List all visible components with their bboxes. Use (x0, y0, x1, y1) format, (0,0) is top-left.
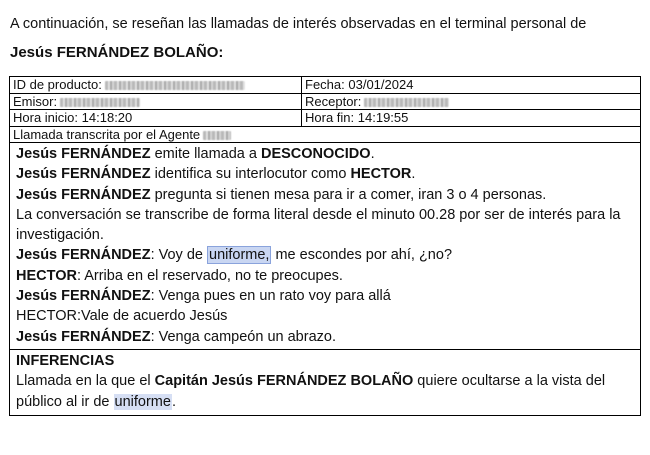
speaker-name: Jesús FERNÁNDEZ (16, 166, 151, 183)
speaker-name: HECTOR (16, 267, 77, 284)
inferencias-section (10, 350, 640, 415)
fecha-cell (302, 77, 640, 93)
producto-label: ID de producto: (13, 77, 102, 92)
intro-name: Jesús FERNÁNDEZ BOLAÑO: (10, 44, 224, 61)
hora-fin-value: 14:19:55 (357, 110, 409, 125)
transcript-line (16, 185, 640, 205)
transcript-line (16, 144, 640, 164)
interlocutor-name: HECTOR (350, 166, 412, 183)
intro-text: A continuación, se reseñan las llamadas de interés observadas en el terminal personal de (10, 16, 587, 32)
inf-text: . (171, 393, 176, 410)
transcript-line: HECTOR:Vale de acuerdo Jesús (16, 308, 228, 325)
hora-inicio-value: 14:18:20 (81, 110, 133, 125)
line-text: : Venga campeón un abrazo. (150, 328, 336, 345)
receptor-cell (302, 94, 640, 110)
inferencias-title: INFERENCIAS (16, 352, 115, 369)
intro-paragraph (10, 14, 640, 63)
fecha-label: Fecha: (305, 77, 345, 92)
agente-label: Llamada transcrita por el Agente (13, 126, 201, 142)
speaker-name: Jesús FERNÁNDEZ (16, 186, 151, 203)
highlighted-word: uniforme (114, 393, 171, 410)
line-text: me escondes por ahí, ¿no? (271, 247, 453, 264)
transcript-line (16, 245, 640, 265)
speaker-name: Jesús FERNÁNDEZ (16, 328, 151, 345)
agente-row (10, 127, 640, 144)
inferencias-text (16, 371, 640, 412)
receptor-label: Receptor: (305, 93, 362, 109)
line-text: : Voy de (150, 247, 207, 264)
transcript-note: La conversación se transcribe de forma literal desde el minuto 00.28 por ser de interés para la investigación. (16, 206, 621, 244)
redacted-emisor (60, 98, 140, 107)
emisor-label: Emisor: (13, 93, 58, 109)
inf-text: Llamada en la que el (16, 373, 155, 390)
inf-subject: Capitán Jesús FERNÁNDEZ BOLAÑO (154, 373, 414, 390)
header-row-2 (10, 94, 640, 111)
redacted-producto (105, 81, 245, 90)
line-text: . (370, 146, 375, 162)
header-row-1 (10, 77, 640, 94)
hora-fin-cell (302, 110, 640, 126)
redacted-agente (203, 131, 231, 140)
hora-inicio-label: Hora inicio: (13, 110, 79, 125)
transcript-line (16, 266, 640, 286)
transcript-line (16, 327, 640, 347)
line-text: : Venga pues en un rato voy para allá (150, 288, 391, 305)
callee-name: DESCONOCIDO (260, 146, 371, 162)
header-row-3 (10, 110, 640, 127)
hora-fin-label: Hora fin: (305, 110, 355, 125)
line-text: . (411, 166, 416, 183)
highlighted-word: uniforme, (209, 247, 270, 264)
transcript-body (10, 143, 640, 350)
call-record-table (9, 76, 641, 416)
speaker-name: Jesús FERNÁNDEZ (16, 247, 151, 264)
producto-cell (10, 77, 302, 93)
line-text: pregunta si tienen mesa para ir a comer, iran 3 o 4 personas. (150, 186, 547, 203)
hora-inicio-cell (10, 110, 302, 126)
line-text: identifica su interlocutor como (150, 166, 351, 183)
redacted-receptor (364, 98, 449, 107)
transcript-line (16, 164, 640, 184)
fecha-value: 03/01/2024 (348, 77, 414, 92)
speaker-name: Jesús FERNÁNDEZ (16, 146, 151, 162)
transcript-line (16, 286, 640, 306)
inf-text: quiere ocultarse a la vista del público al ir de (16, 373, 606, 410)
speaker-name: Jesús FERNÁNDEZ (16, 288, 151, 305)
line-text: : Arriba en el reservado, no te preocupes. (76, 267, 343, 284)
line-text: emite llamada a (150, 146, 261, 162)
emisor-cell (10, 94, 302, 110)
